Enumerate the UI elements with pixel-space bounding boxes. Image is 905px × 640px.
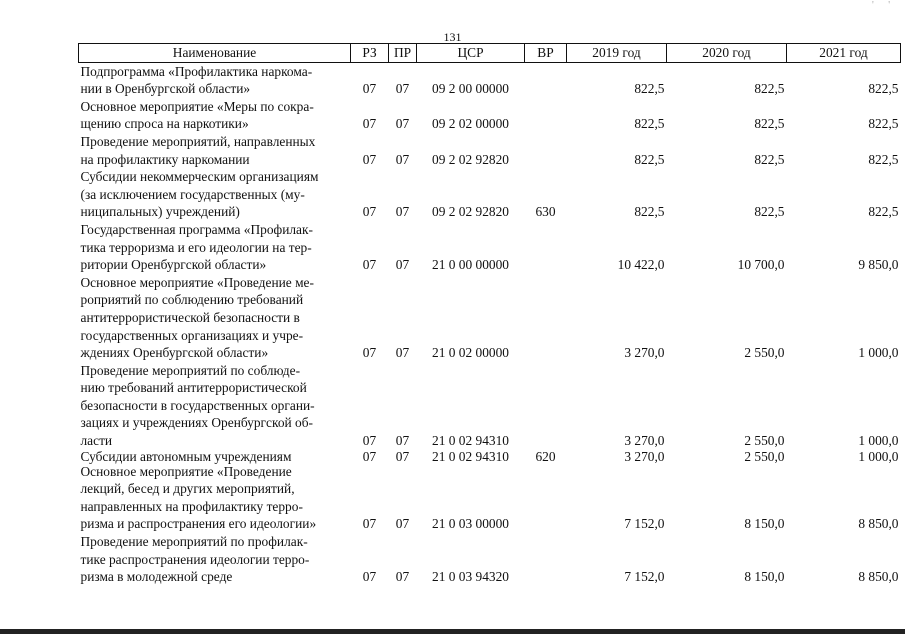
item-name-line: ризма в молодежной среде bbox=[80, 569, 233, 585]
table-header bbox=[79, 44, 901, 63]
item-name-line: на профилактику наркомании bbox=[80, 151, 250, 167]
table-row bbox=[79, 221, 901, 274]
pr-cell: 07 bbox=[395, 433, 410, 449]
item-name-line: ритории Оренбургской области» bbox=[80, 257, 267, 273]
item-name bbox=[79, 133, 351, 168]
vr-cell bbox=[525, 274, 567, 362]
amount-2019: 7 152,0 bbox=[624, 569, 665, 585]
item-name bbox=[79, 463, 351, 533]
item-name-line: щению спроса на наркотики» bbox=[80, 116, 249, 132]
vr-cell bbox=[525, 98, 567, 133]
table-row bbox=[79, 362, 901, 450]
csr-cell: 21 0 00 00000 bbox=[432, 257, 509, 273]
item-name-line: Основное мероприятие «Проведение bbox=[80, 463, 292, 479]
rz-cell: 07 bbox=[362, 433, 377, 449]
amount-2019: 10 422,0 bbox=[617, 257, 665, 273]
item-name-line: Субсидии автономным учреждениям bbox=[80, 448, 292, 464]
vr-cell: 620 bbox=[535, 448, 556, 464]
amount-2021: 9 850,0 bbox=[858, 257, 899, 273]
rz-cell: 07 bbox=[362, 569, 377, 585]
header-name: Наименование bbox=[79, 44, 351, 63]
budget-table bbox=[78, 43, 901, 586]
rz-cell: 07 bbox=[362, 448, 377, 464]
pr-cell: 07 bbox=[395, 448, 410, 464]
table-row bbox=[79, 533, 901, 586]
amount-2021: 8 850,0 bbox=[858, 569, 899, 585]
item-name bbox=[79, 62, 351, 98]
item-name-line: тика терроризма и его идеологии на тер- bbox=[80, 239, 312, 255]
amount-2020: 10 700,0 bbox=[737, 257, 785, 273]
amount-2021: 8 850,0 bbox=[858, 516, 899, 532]
table-row bbox=[79, 98, 901, 133]
pr-cell: 07 bbox=[395, 151, 410, 167]
vr-cell bbox=[525, 362, 567, 450]
item-name-line: направленных на профилактику терро- bbox=[80, 498, 303, 514]
header-2021: 2021 год bbox=[787, 44, 901, 63]
rz-cell: 07 bbox=[362, 81, 377, 97]
vr-cell bbox=[525, 133, 567, 168]
header-rz: РЗ bbox=[351, 44, 389, 63]
csr-cell: 21 0 03 94320 bbox=[432, 569, 509, 585]
amount-2019: 822,5 bbox=[634, 151, 665, 167]
rz-cell: 07 bbox=[362, 516, 377, 532]
amount-2021: 822,5 bbox=[868, 204, 899, 220]
item-name bbox=[79, 221, 351, 274]
header-2020: 2020 год bbox=[667, 44, 787, 63]
amount-2020: 2 550,0 bbox=[744, 433, 785, 449]
csr-cell: 21 0 03 00000 bbox=[432, 516, 509, 532]
amount-2021: 822,5 bbox=[868, 151, 899, 167]
rz-cell: 07 bbox=[362, 345, 377, 361]
table-row bbox=[79, 62, 901, 98]
csr-cell: 21 0 02 94310 bbox=[432, 448, 509, 464]
item-name-line: нии в Оренбургской области» bbox=[80, 81, 251, 97]
amount-2019: 3 270,0 bbox=[624, 345, 665, 361]
item-name bbox=[79, 450, 351, 463]
csr-cell: 09 2 00 00000 bbox=[432, 81, 509, 97]
table-body bbox=[79, 62, 901, 586]
item-name-line: Субсидии некоммерческим организациям bbox=[80, 169, 319, 185]
item-name-line: Проведение мероприятий, направленных bbox=[80, 133, 316, 149]
item-name bbox=[79, 533, 351, 586]
item-name-line: Проведение мероприятий по профилак- bbox=[80, 534, 308, 550]
amount-2019: 3 270,0 bbox=[624, 448, 665, 464]
csr-cell: 09 2 02 92820 bbox=[432, 204, 509, 220]
amount-2019: 822,5 bbox=[634, 116, 665, 132]
amount-2020: 822,5 bbox=[754, 81, 785, 97]
item-name-line: государственных организациях и учре- bbox=[80, 327, 304, 343]
pr-cell: 07 bbox=[395, 569, 410, 585]
pr-cell: 07 bbox=[395, 516, 410, 532]
item-name-line: ризма и распространения его идеологии» bbox=[80, 516, 317, 532]
amount-2020: 822,5 bbox=[754, 151, 785, 167]
amount-2019: 822,5 bbox=[634, 81, 665, 97]
item-name-line: тике распространения идеологии терро- bbox=[80, 551, 310, 567]
item-name-line: зациях и учреждениях Оренбургской об- bbox=[80, 415, 313, 431]
pr-cell: 07 bbox=[395, 81, 410, 97]
amount-2020: 2 550,0 bbox=[744, 448, 785, 464]
header-row bbox=[79, 44, 901, 63]
pr-cell: 07 bbox=[395, 345, 410, 361]
amount-2019: 3 270,0 bbox=[624, 433, 665, 449]
vr-cell bbox=[525, 221, 567, 274]
amount-2021: 1 000,0 bbox=[858, 433, 899, 449]
header-csr: ЦСР bbox=[417, 44, 525, 63]
header-2019: 2019 год bbox=[567, 44, 667, 63]
amount-2021: 822,5 bbox=[868, 116, 899, 132]
csr-cell: 21 0 02 94310 bbox=[432, 433, 509, 449]
vr-cell bbox=[525, 533, 567, 586]
item-name-line: Основное мероприятие «Меры по сокра- bbox=[80, 98, 314, 114]
rz-cell: 07 bbox=[362, 204, 377, 220]
vr-cell bbox=[525, 463, 567, 533]
table-row bbox=[79, 450, 901, 463]
amount-2020: 8 150,0 bbox=[744, 516, 785, 532]
item-name bbox=[79, 98, 351, 133]
rz-cell: 07 bbox=[362, 257, 377, 273]
item-name-line: ждениях Оренбургской области» bbox=[80, 345, 269, 361]
item-name bbox=[79, 168, 351, 221]
item-name-line: Государственная программа «Профилак- bbox=[80, 221, 313, 237]
csr-cell: 09 2 02 92820 bbox=[432, 151, 509, 167]
amount-2021: 822,5 bbox=[868, 81, 899, 97]
table-row bbox=[79, 274, 901, 362]
vr-cell bbox=[525, 62, 567, 98]
amount-2021: 1 000,0 bbox=[858, 448, 899, 464]
amount-2020: 822,5 bbox=[754, 116, 785, 132]
item-name-line: лекций, бесед и других мероприятий, bbox=[80, 481, 295, 497]
item-name-line: ниципальных) учреждений) bbox=[80, 204, 240, 220]
pr-cell: 07 bbox=[395, 257, 410, 273]
item-name-line: нию требований антитеррористической bbox=[80, 380, 307, 396]
rz-cell: 07 bbox=[362, 151, 377, 167]
vr-cell: 630 bbox=[535, 204, 556, 220]
item-name bbox=[79, 362, 351, 450]
table-row bbox=[79, 133, 901, 168]
item-name-line: антитеррористической безопасности в bbox=[80, 309, 300, 325]
rz-cell: 07 bbox=[362, 116, 377, 132]
page-number: 131 bbox=[443, 30, 462, 44]
table-row bbox=[79, 168, 901, 221]
item-name-line: Подпрограмма «Профилактика наркома- bbox=[80, 63, 313, 79]
item-name-line: безопасности в государственных органи- bbox=[80, 397, 315, 413]
pr-cell: 07 bbox=[395, 116, 410, 132]
item-name-line: роприятий по соблюдению требований bbox=[80, 292, 304, 308]
item-name-line: Проведение мероприятий по соблюде- bbox=[80, 362, 301, 378]
csr-cell: 21 0 02 00000 bbox=[432, 345, 509, 361]
amount-2020: 8 150,0 bbox=[744, 569, 785, 585]
amount-2021: 1 000,0 bbox=[858, 345, 899, 361]
pr-cell: 07 bbox=[395, 204, 410, 220]
header-pr: ПР bbox=[389, 44, 417, 63]
item-name-line: Основное мероприятие «Проведение ме- bbox=[80, 274, 314, 290]
table-row bbox=[79, 463, 901, 533]
scan-mark: ' ' bbox=[872, 0, 897, 11]
bottom-rule bbox=[0, 629, 905, 634]
amount-2020: 2 550,0 bbox=[744, 345, 785, 361]
item-name-line: (за исключением государственных (му- bbox=[80, 186, 305, 202]
csr-cell: 09 2 02 00000 bbox=[432, 116, 509, 132]
header-vr: ВР bbox=[525, 44, 567, 63]
amount-2019: 7 152,0 bbox=[624, 516, 665, 532]
item-name-line: ласти bbox=[80, 433, 113, 449]
item-name bbox=[79, 274, 351, 362]
amount-2020: 822,5 bbox=[754, 204, 785, 220]
amount-2019: 822,5 bbox=[634, 204, 665, 220]
